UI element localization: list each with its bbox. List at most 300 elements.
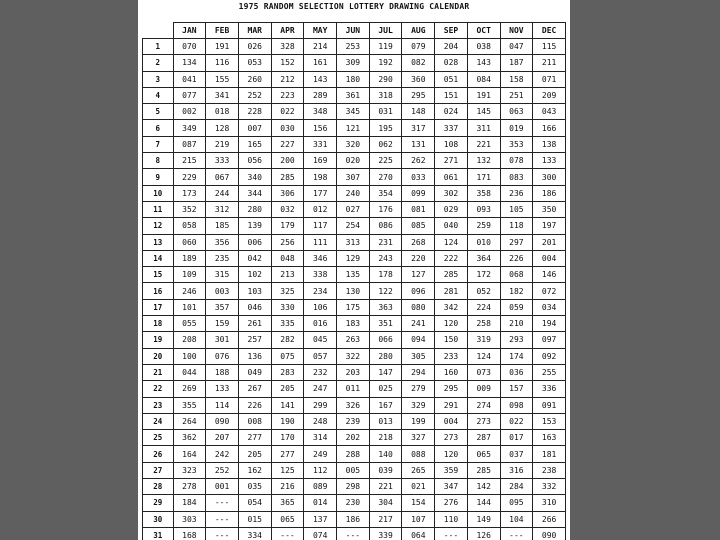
lottery-number-cell: 205	[271, 381, 304, 397]
lottery-number-cell: 289	[304, 87, 337, 103]
lottery-number-cell: 090	[206, 413, 239, 429]
day-number-cell: 22	[143, 381, 174, 397]
lottery-number-cell: 092	[533, 348, 566, 364]
lottery-number-cell: 026	[238, 39, 271, 55]
lottery-number-cell: 282	[271, 332, 304, 348]
lottery-number-cell: 317	[402, 120, 435, 136]
day-number-cell: 6	[143, 120, 174, 136]
lottery-number-cell: 120	[435, 446, 468, 462]
table-row	[143, 332, 566, 348]
day-number-cell: 20	[143, 348, 174, 364]
lottery-number-cell: 345	[337, 104, 370, 120]
lottery-number-cell: 309	[337, 55, 370, 71]
day-number-cell: 19	[143, 332, 174, 348]
lottery-number-cell: 283	[271, 364, 304, 380]
lottery-number-cell: 108	[435, 136, 468, 152]
day-number-cell: 30	[143, 511, 174, 527]
lottery-number-cell: 215	[173, 153, 206, 169]
lottery-number-cell: 151	[435, 87, 468, 103]
lottery-number-cell: 325	[271, 283, 304, 299]
lottery-number-cell: 121	[337, 120, 370, 136]
table-row	[143, 511, 566, 527]
lottery-number-cell: 083	[500, 169, 533, 185]
document-title: 1975 RANDOM SELECTION LOTTERY DRAWING CALENDAR	[238, 2, 470, 11]
month-header: FEB	[206, 23, 239, 39]
lottery-number-cell: 258	[467, 316, 500, 332]
lottery-number-cell: 164	[173, 446, 206, 462]
lottery-number-cell: 065	[467, 446, 500, 462]
lottery-number-cell: 043	[533, 104, 566, 120]
lottery-number-cell: 027	[337, 201, 370, 217]
lottery-number-cell: 224	[467, 299, 500, 315]
lottery-number-cell: 004	[533, 250, 566, 266]
lottery-number-cell: 347	[435, 479, 468, 495]
lottery-number-cell: 016	[304, 316, 337, 332]
lottery-number-cell: 320	[337, 136, 370, 152]
lottery-number-cell: 246	[173, 283, 206, 299]
lottery-number-cell: 361	[337, 87, 370, 103]
lottery-number-cell: 333	[206, 153, 239, 169]
lottery-number-cell: 116	[206, 55, 239, 71]
table-body	[143, 39, 566, 540]
lottery-number-cell: 057	[304, 348, 337, 364]
lottery-number-cell: 364	[467, 250, 500, 266]
month-header: SEP	[435, 23, 468, 39]
lottery-number-cell: 014	[304, 495, 337, 511]
lottery-number-cell: 297	[500, 234, 533, 250]
lottery-number-cell: 276	[435, 495, 468, 511]
lottery-number-cell: 365	[271, 495, 304, 511]
lottery-number-cell: 218	[369, 430, 402, 446]
lottery-number-cell: 285	[271, 169, 304, 185]
lottery-number-cell: 004	[435, 413, 468, 429]
lottery-table	[142, 22, 566, 540]
lottery-number-cell: 076	[206, 348, 239, 364]
lottery-number-cell: 078	[500, 153, 533, 169]
lottery-number-cell: 341	[206, 87, 239, 103]
lottery-number-cell: 340	[238, 169, 271, 185]
day-number-cell: 13	[143, 234, 174, 250]
lottery-number-cell: 348	[304, 104, 337, 120]
lottery-number-cell: 211	[533, 55, 566, 71]
lottery-number-cell: 031	[369, 104, 402, 120]
lottery-number-cell: 290	[369, 71, 402, 87]
lottery-number-cell: 042	[238, 250, 271, 266]
lottery-number-cell: 072	[533, 283, 566, 299]
lottery-number-cell: 073	[467, 364, 500, 380]
lottery-number-cell: 362	[173, 430, 206, 446]
day-number-cell: 14	[143, 250, 174, 266]
lottery-number-cell: 017	[500, 430, 533, 446]
lottery-number-cell: 126	[467, 527, 500, 540]
lottery-number-cell: 216	[271, 479, 304, 495]
lottery-number-cell: 148	[402, 104, 435, 120]
day-number-cell: 21	[143, 364, 174, 380]
lottery-number-cell: 303	[173, 511, 206, 527]
lottery-number-cell: 304	[369, 495, 402, 511]
lottery-number-cell: 165	[238, 136, 271, 152]
lottery-number-cell: 145	[467, 104, 500, 120]
lottery-number-cell: 269	[173, 381, 206, 397]
lottery-number-cell: 285	[467, 462, 500, 478]
lottery-number-cell: 061	[435, 169, 468, 185]
lottery-number-cell: 049	[238, 364, 271, 380]
lottery-number-cell: 312	[206, 201, 239, 217]
lottery-number-cell: 156	[304, 120, 337, 136]
lottery-number-cell: 182	[500, 283, 533, 299]
lottery-number-cell: 132	[467, 153, 500, 169]
lottery-number-cell: 007	[238, 120, 271, 136]
day-number-cell: 11	[143, 201, 174, 217]
table-row	[143, 348, 566, 364]
lottery-number-cell: 280	[238, 201, 271, 217]
table-row	[143, 527, 566, 540]
lottery-number-cell: 117	[304, 218, 337, 234]
lottery-number-cell: 022	[271, 104, 304, 120]
lottery-number-cell: 313	[337, 234, 370, 250]
lottery-number-cell: 102	[238, 267, 271, 283]
lottery-number-cell: 157	[500, 381, 533, 397]
table-row	[143, 381, 566, 397]
lottery-number-cell: 256	[271, 234, 304, 250]
month-header: APR	[271, 23, 304, 39]
lottery-number-cell: 186	[337, 511, 370, 527]
lottery-number-cell: 059	[500, 299, 533, 315]
month-header: JAN	[173, 23, 206, 39]
lottery-number-cell: 167	[369, 397, 402, 413]
lottery-number-cell: 226	[238, 397, 271, 413]
lottery-number-cell: 001	[206, 479, 239, 495]
lottery-number-cell: 104	[500, 511, 533, 527]
lottery-number-cell: 105	[500, 201, 533, 217]
lottery-number-cell: 209	[533, 87, 566, 103]
lottery-number-cell: 134	[173, 55, 206, 71]
lottery-number-cell: 095	[500, 495, 533, 511]
lottery-number-cell: 203	[337, 364, 370, 380]
lottery-number-cell: 022	[500, 413, 533, 429]
lottery-number-cell: 178	[369, 267, 402, 283]
table-row	[143, 446, 566, 462]
lottery-number-cell: 067	[206, 169, 239, 185]
lottery-number-cell: 236	[500, 185, 533, 201]
lottery-number-cell: 329	[402, 397, 435, 413]
lottery-number-cell: 152	[271, 55, 304, 71]
lottery-number-cell: 295	[435, 381, 468, 397]
lottery-number-cell: 185	[206, 218, 239, 234]
lottery-number-cell: 139	[238, 218, 271, 234]
month-header: JUN	[337, 23, 370, 39]
lottery-number-cell: 316	[500, 462, 533, 478]
lottery-number-cell: 160	[435, 364, 468, 380]
lottery-number-cell: 344	[238, 185, 271, 201]
day-number-cell: 29	[143, 495, 174, 511]
lottery-number-cell: 133	[533, 153, 566, 169]
lottery-number-cell: 070	[173, 39, 206, 55]
lottery-number-cell: 219	[206, 136, 239, 152]
lottery-number-cell: 186	[533, 185, 566, 201]
month-header: DEC	[533, 23, 566, 39]
lottery-number-cell: 131	[402, 136, 435, 152]
lottery-number-cell: 044	[173, 364, 206, 380]
lottery-number-cell: 018	[206, 104, 239, 120]
lottery-calendar-sheet	[138, 0, 570, 540]
lottery-number-cell: 005	[337, 462, 370, 478]
table-row	[143, 283, 566, 299]
lottery-number-cell: 112	[304, 462, 337, 478]
lottery-number-cell: 006	[238, 234, 271, 250]
table-row	[143, 413, 566, 429]
lottery-number-cell: 238	[533, 462, 566, 478]
lottery-number-cell: 226	[500, 250, 533, 266]
lottery-number-cell: 205	[238, 446, 271, 462]
lottery-number-cell: 009	[467, 381, 500, 397]
lottery-number-cell: 328	[271, 39, 304, 55]
lottery-number-cell: 162	[238, 462, 271, 478]
table-row	[143, 234, 566, 250]
lottery-number-cell: 046	[238, 299, 271, 315]
lottery-number-cell: 133	[206, 381, 239, 397]
lottery-number-cell: 143	[304, 71, 337, 87]
lottery-number-cell: 053	[238, 55, 271, 71]
lottery-number-cell: 306	[271, 185, 304, 201]
lottery-number-cell: 212	[271, 71, 304, 87]
table-row	[143, 153, 566, 169]
lottery-number-cell: 243	[369, 250, 402, 266]
lottery-number-cell: 221	[467, 136, 500, 152]
lottery-number-cell: 225	[369, 153, 402, 169]
lottery-number-cell: 149	[467, 511, 500, 527]
lottery-number-cell: 327	[402, 430, 435, 446]
lottery-number-cell: 200	[271, 153, 304, 169]
lottery-number-cell: 183	[337, 316, 370, 332]
lottery-number-cell: 336	[533, 381, 566, 397]
lottery-number-cell: 253	[337, 39, 370, 55]
lottery-number-cell: 155	[206, 71, 239, 87]
lottery-number-cell: 287	[467, 430, 500, 446]
lottery-number-cell: 355	[173, 397, 206, 413]
day-number-cell: 3	[143, 71, 174, 87]
lottery-number-cell: 188	[206, 364, 239, 380]
lottery-number-cell: 040	[435, 218, 468, 234]
lottery-number-cell: 140	[369, 446, 402, 462]
lottery-number-cell: 284	[500, 479, 533, 495]
table-row	[143, 87, 566, 103]
lottery-number-cell: 084	[467, 71, 500, 87]
lottery-number-cell: 231	[369, 234, 402, 250]
lottery-number-cell: 171	[467, 169, 500, 185]
lottery-number-cell: 054	[238, 495, 271, 511]
lottery-number-cell: 257	[238, 332, 271, 348]
lottery-number-cell: 109	[173, 267, 206, 283]
day-number-cell: 12	[143, 218, 174, 234]
table-row	[143, 316, 566, 332]
month-header: AUG	[402, 23, 435, 39]
table-row	[143, 250, 566, 266]
lottery-number-cell: 159	[206, 316, 239, 332]
lottery-number-cell: 233	[435, 348, 468, 364]
lottery-number-cell: 101	[173, 299, 206, 315]
lottery-number-cell: 338	[304, 267, 337, 283]
lottery-number-cell: 125	[271, 462, 304, 478]
lottery-number-cell: 030	[271, 120, 304, 136]
lottery-number-cell: 198	[304, 169, 337, 185]
day-number-cell: 17	[143, 299, 174, 315]
lottery-number-cell: 021	[402, 479, 435, 495]
lottery-number-cell: 127	[402, 267, 435, 283]
day-number-cell: 9	[143, 169, 174, 185]
lottery-number-cell: 038	[467, 39, 500, 55]
lottery-number-cell: 300	[533, 169, 566, 185]
lottery-number-cell: 232	[304, 364, 337, 380]
lottery-number-cell: 036	[500, 364, 533, 380]
lottery-number-cell: ---	[435, 527, 468, 540]
day-number-cell: 7	[143, 136, 174, 152]
lottery-number-cell: 195	[369, 120, 402, 136]
lottery-number-cell: 210	[500, 316, 533, 332]
lottery-number-cell: 294	[402, 364, 435, 380]
lottery-number-cell: 265	[402, 462, 435, 478]
lottery-number-cell: 094	[402, 332, 435, 348]
lottery-number-cell: 066	[369, 332, 402, 348]
lottery-number-cell: 244	[206, 185, 239, 201]
lottery-number-cell: 068	[500, 267, 533, 283]
lottery-number-cell: 353	[500, 136, 533, 152]
lottery-number-cell: 213	[271, 267, 304, 283]
lottery-number-cell: 204	[435, 39, 468, 55]
lottery-number-cell: 249	[304, 446, 337, 462]
lottery-number-cell: 221	[369, 479, 402, 495]
lottery-number-cell: 323	[173, 462, 206, 478]
day-number-cell: 27	[143, 462, 174, 478]
lottery-number-cell: 099	[402, 185, 435, 201]
lottery-number-cell: 268	[402, 234, 435, 250]
lottery-number-cell: 202	[337, 430, 370, 446]
lottery-number-cell: 360	[402, 71, 435, 87]
lottery-number-cell: 363	[369, 299, 402, 315]
lottery-number-cell: 267	[238, 381, 271, 397]
lottery-number-cell: 311	[467, 120, 500, 136]
lottery-number-cell: 358	[467, 185, 500, 201]
lottery-number-cell: 281	[435, 283, 468, 299]
lottery-number-cell: 041	[173, 71, 206, 87]
table-row	[143, 299, 566, 315]
lottery-number-cell: 012	[304, 201, 337, 217]
lottery-number-cell: 103	[238, 283, 271, 299]
lottery-number-cell: 138	[533, 136, 566, 152]
lottery-number-cell: 254	[337, 218, 370, 234]
lottery-number-cell: 201	[533, 234, 566, 250]
lottery-number-cell: 240	[337, 185, 370, 201]
lottery-number-cell: ---	[206, 511, 239, 527]
lottery-number-cell: 295	[402, 87, 435, 103]
lottery-number-cell: 087	[173, 136, 206, 152]
day-number-cell: 1	[143, 39, 174, 55]
lottery-number-cell: 019	[500, 120, 533, 136]
table-row	[143, 462, 566, 478]
lottery-number-cell: 051	[435, 71, 468, 87]
lottery-number-cell: 191	[467, 87, 500, 103]
lottery-number-cell: 166	[533, 120, 566, 136]
lottery-number-cell: 090	[533, 527, 566, 540]
lottery-number-cell: 174	[500, 348, 533, 364]
lottery-number-cell: 158	[500, 71, 533, 87]
table-row	[143, 185, 566, 201]
table-row	[143, 495, 566, 511]
lottery-number-cell: 273	[435, 430, 468, 446]
table-row	[143, 267, 566, 283]
lottery-number-cell: 177	[304, 185, 337, 201]
lottery-number-cell: 331	[304, 136, 337, 152]
lottery-number-cell: 107	[402, 511, 435, 527]
lottery-number-cell: 065	[271, 511, 304, 527]
lottery-number-cell: 247	[304, 381, 337, 397]
lottery-number-cell: 251	[500, 87, 533, 103]
lottery-number-cell: 080	[402, 299, 435, 315]
day-number-cell: 10	[143, 185, 174, 201]
lottery-number-cell: 273	[467, 413, 500, 429]
table-row	[143, 55, 566, 71]
lottery-number-cell: 175	[337, 299, 370, 315]
lottery-number-cell: 293	[500, 332, 533, 348]
lottery-number-cell: 214	[304, 39, 337, 55]
lottery-number-cell: 010	[467, 234, 500, 250]
lottery-number-cell: 008	[238, 413, 271, 429]
lottery-number-cell: 144	[467, 495, 500, 511]
lottery-number-cell: 352	[173, 201, 206, 217]
lottery-number-cell: 169	[304, 153, 337, 169]
lottery-number-cell: 235	[206, 250, 239, 266]
lottery-number-cell: 270	[369, 169, 402, 185]
lottery-number-cell: 111	[304, 234, 337, 250]
lottery-number-cell: 207	[206, 430, 239, 446]
lottery-number-cell: 277	[271, 446, 304, 462]
lottery-number-cell: 135	[337, 267, 370, 283]
lottery-number-cell: 307	[337, 169, 370, 185]
day-number-cell: 16	[143, 283, 174, 299]
lottery-number-cell: 058	[173, 218, 206, 234]
lottery-number-cell: 002	[173, 104, 206, 120]
lottery-number-cell: 081	[402, 201, 435, 217]
lottery-number-cell: 262	[402, 153, 435, 169]
lottery-number-cell: 024	[435, 104, 468, 120]
lottery-number-cell: 085	[402, 218, 435, 234]
lottery-number-cell: 252	[206, 462, 239, 478]
day-number-cell: 4	[143, 87, 174, 103]
lottery-number-cell: 077	[173, 87, 206, 103]
lottery-number-cell: 079	[402, 39, 435, 55]
lottery-number-cell: 277	[238, 430, 271, 446]
lottery-number-cell: 003	[206, 283, 239, 299]
lottery-number-cell: 088	[402, 446, 435, 462]
lottery-number-cell: 064	[402, 527, 435, 540]
lottery-number-cell: 315	[206, 267, 239, 283]
lottery-number-cell: 274	[467, 397, 500, 413]
day-number-cell: 26	[143, 446, 174, 462]
lottery-number-cell: 192	[369, 55, 402, 71]
lottery-number-cell: 318	[369, 87, 402, 103]
lottery-number-cell: 350	[533, 201, 566, 217]
lottery-number-cell: 074	[304, 527, 337, 540]
lottery-number-cell: 223	[271, 87, 304, 103]
day-number-cell: 2	[143, 55, 174, 71]
lottery-number-cell: 301	[206, 332, 239, 348]
month-header: MAR	[238, 23, 271, 39]
lottery-number-cell: 354	[369, 185, 402, 201]
table-row	[143, 136, 566, 152]
lottery-number-cell: 141	[271, 397, 304, 413]
lottery-number-cell: 136	[238, 348, 271, 364]
lottery-number-cell: 173	[173, 185, 206, 201]
